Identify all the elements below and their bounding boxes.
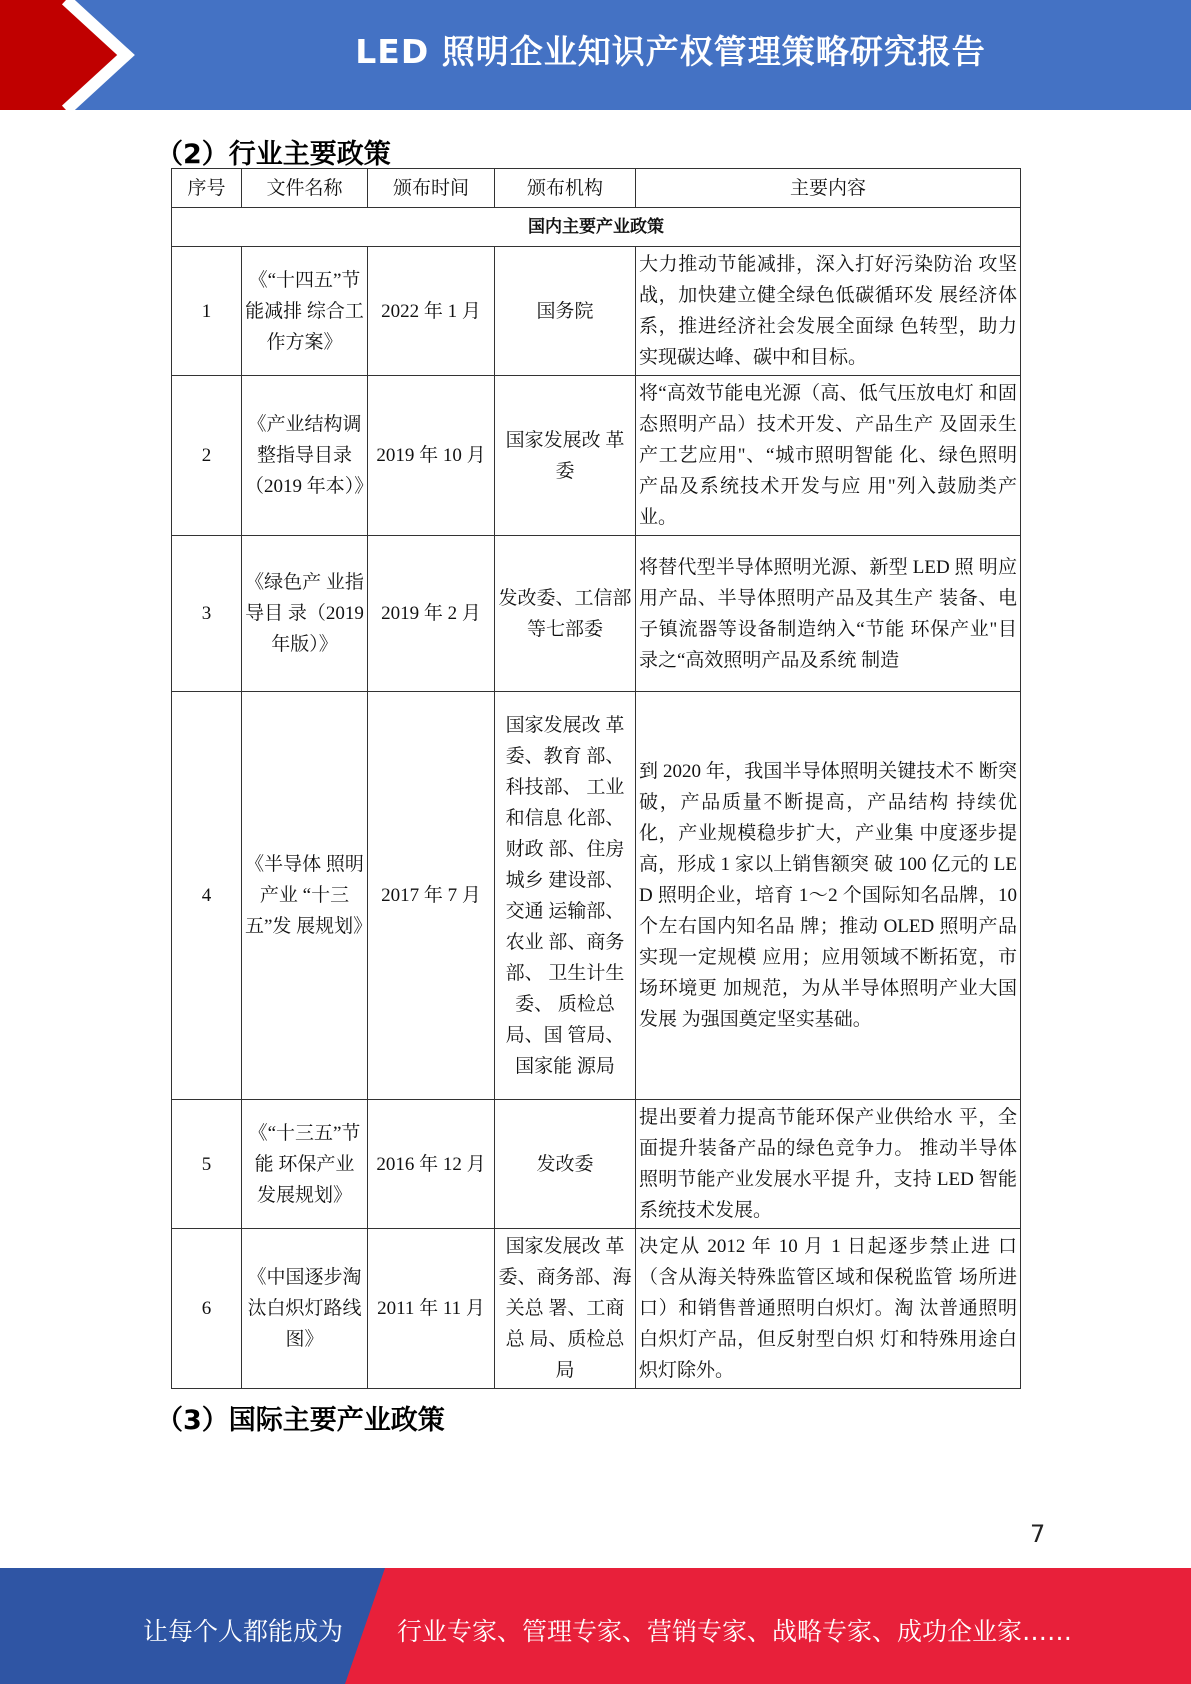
table-row [172,247,1021,376]
group-title: 国内主要产业政策 [172,208,1021,247]
release-time: 2011 年 11 月 [368,1229,495,1389]
page-number: 7 [1030,1520,1046,1548]
page-header [0,0,1191,110]
issuing-agency: 国家发展改 革委、教育 部、科技部、 工业和信息 化部、财政 部、住房城乡 建设部、交通 运输部、农业 部、商务部、 卫生计生委、 质检总局、国 管局、国家能 源局 [495,692,636,1100]
main-content: 将替代型半导体照明光源、新型 LED 照 明应用产品、半导体照明产品及其生产 装备、电子镇流器等设备制造纳入“节能 环保产业"目录之“高效照明产品及系统 制造 [636,536,1021,692]
issuing-agency: 国家发展改 革委、商务部、海关总 署、工商总 局、质检总局 [495,1229,636,1389]
document-name: 《“十三五”节能 环保产业 发展规划》 [242,1100,368,1229]
header-arrow-decoration [0,0,150,110]
row-number: 1 [172,247,242,376]
table-row [172,1100,1021,1229]
footer-slogan-right: 行业专家、管理专家、营销专家、战略专家、成功企业家…… [397,1617,1073,1646]
table-row [172,536,1021,692]
column-header-org: 颁布机构 [495,169,636,208]
column-header-no: 序号 [172,169,242,208]
main-content: 到 2020 年，我国半导体照明关键技术不 断突破，产品质量不断提高，产品结构 持续优化，产业规模稳步扩大，产业集 中度逐步提高，形成 1 家以上销售额突 破 100 亿元的 LED 照明企业，培育 1～2 个国际知名品牌，10 个左右国内知名品 牌；推动 OLED 照明产品实现一定规模 应用；应用领域不断拓宽，市场环境更 加规范，为从半导体照明产业大国发展 为强国奠定坚实基础。 [636,692,1021,1100]
document-name: 《绿色产 业指导目 录（2019 年版）》 [242,536,368,692]
column-header-time: 颁布时间 [368,169,495,208]
release-time: 2017 年 7 月 [368,692,495,1100]
document-name: 《中国逐步淘汰白炽灯路线图》 [242,1229,368,1389]
row-number: 2 [172,376,242,536]
release-time: 2022 年 1 月 [368,247,495,376]
document-name: 《半导体 照明产业 “十三五”发 展规划》 [242,692,368,1100]
main-content: 提出要着力提高节能环保产业供给水 平，全面提升装备产品的绿色竞争力。 推动半导体照明节能产业发展水平提 升，支持 LED 智能系统技术发展。 [636,1100,1021,1229]
main-content: 大力推动节能减排，深入打好污染防治 攻坚战，加快建立健全绿色低碳循环发 展经济体系，推进经济社会发展全面绿 色转型，助力实现碳达峰、碳中和目标。 [636,247,1021,376]
document-name: 《产业结构调整指导目录（2019 年本）》 [242,376,368,536]
issuing-agency: 发改委、工信部等七部委 [495,536,636,692]
table-row [172,692,1021,1100]
page-footer [0,1568,1191,1684]
row-number: 5 [172,1100,242,1229]
table-row [172,376,1021,536]
row-number: 4 [172,692,242,1100]
footer-slogan-left: 让每个人都能成为 [143,1617,344,1646]
row-number: 3 [172,536,242,692]
issuing-agency: 发改委 [495,1100,636,1229]
column-header-name: 文件名称 [242,169,368,208]
release-time: 2019 年 2 月 [368,536,495,692]
group-row-domestic [172,208,1021,247]
document-name: 《“十四五”节能减排 综合工作方案》 [242,247,368,376]
policy-table [171,168,1021,1389]
main-content: 将“高效节能电光源（高、低气压放电灯 和固态照明产品）技术开发、产品生产 及固汞生产工艺应用"、“城市照明智能 化、绿色照明产品及系统技术开发与应 用"列入鼓励类产业。 [636,376,1021,536]
report-title: LED 照明企业知识产权管理策略研究报告 [355,32,986,71]
release-time: 2019 年 10 月 [368,376,495,536]
issuing-agency: 国家发展改 革委 [495,376,636,536]
section-heading-industry-policy: （2）行业主要政策 [156,139,391,170]
row-number: 6 [172,1229,242,1389]
main-content: 决定从 2012 年 10 月 1 日起逐步禁止进 口（含从海关特殊监管区域和保税监管 场所进口）和销售普通照明白炽灯。淘 汰普通照明白炽灯产品，但反射型白炽 灯和特殊用途白炽灯除外。 [636,1229,1021,1389]
column-header-content: 主要内容 [636,169,1021,208]
issuing-agency: 国务院 [495,247,636,376]
table-header-row [172,169,1021,208]
section-heading-international-policy: （3）国际主要产业政策 [156,1405,445,1436]
release-time: 2016 年 12 月 [368,1100,495,1229]
table-row [172,1229,1021,1389]
